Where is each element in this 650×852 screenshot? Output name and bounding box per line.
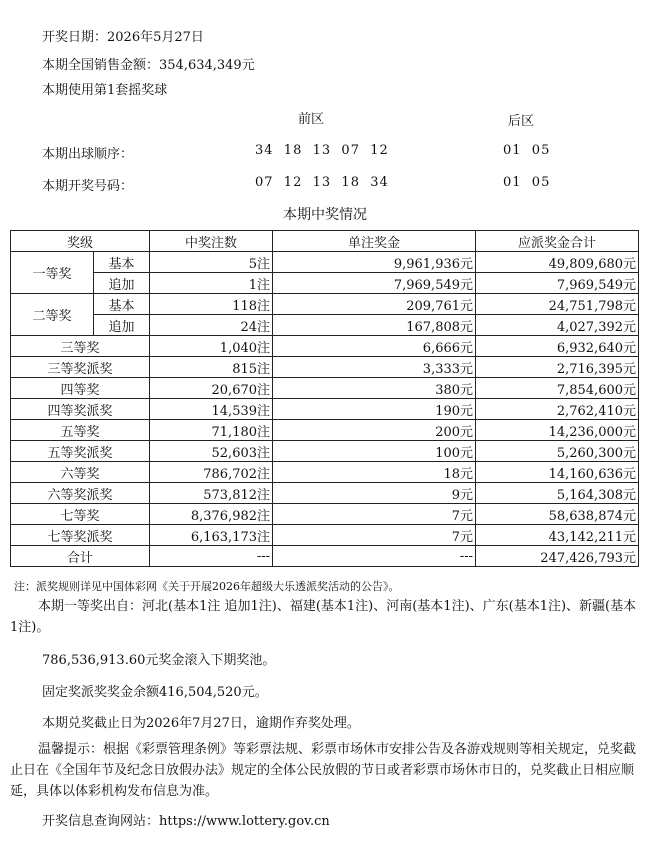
draw-order-label: 本期出球顺序： (42, 147, 134, 162)
second-add-count: 24注 (150, 315, 273, 336)
table-row (11, 252, 639, 273)
draw-order-front: 34 18 13 07 12 (255, 143, 389, 158)
prize-total: 43,142,211元 (476, 525, 639, 546)
first-prize-regions: 本期一等奖出自：河北(基本1注 追加1注)、福建(基本1注)、河南(基本1注)、广东(基本1注)、新疆(基本1注)。 (10, 599, 637, 635)
prize-count: 1,040注 (150, 336, 273, 357)
col-header-count: 中奖注数 (150, 231, 273, 252)
prize-amount: 190元 (273, 399, 476, 420)
sum-row (11, 546, 639, 567)
table-row (11, 273, 639, 294)
prize-amount: 100元 (273, 441, 476, 462)
prize-total: 14,160,636元 (476, 462, 639, 483)
table-title: 本期中奖情况 (283, 207, 367, 223)
prize-amount: 9元 (273, 483, 476, 504)
prize-total: 58,638,874元 (476, 504, 639, 525)
prize-total: 7,854,600元 (476, 378, 639, 399)
prize-amount: 7元 (273, 525, 476, 546)
table-row (11, 399, 639, 420)
table-header-row (11, 231, 639, 252)
rollover-amount: 786,536,913.60元奖金滚入下期奖池。 (42, 653, 276, 668)
sales-amount: 本期全国销售金额：354,634,349元 (42, 58, 255, 73)
back-zone-label: 后区 (508, 114, 535, 129)
claim-deadline: 本期兑奖截止日为2026年7月27日，逾期作弃奖处理。 (42, 716, 360, 731)
prize-amount: 3,333元 (273, 357, 476, 378)
winning-numbers-back: 01 05 (503, 175, 551, 190)
prize-name: 四等奖 (11, 378, 150, 399)
first-prize-name: 一等奖 (11, 252, 94, 294)
table-row (11, 336, 639, 357)
sum-prize: --- (273, 546, 476, 567)
table-row (11, 378, 639, 399)
second-add-label: 追加 (94, 315, 150, 336)
prize-name: 五等奖派奖 (11, 441, 150, 462)
table-row (11, 525, 639, 546)
table-row (11, 504, 639, 525)
prize-table (10, 230, 639, 567)
reminder-text: 温馨提示：根据《彩票管理条例》等彩票法规、彩票市场休市安排公告及各游戏规则等相关规定，兑奖截止日在《全国年节及纪念日放假办法》规定的全体公民放假的节日或者彩票市场休市日的，兑奖截止日相应顺延，具体以体彩机构发布信息为准。 (10, 742, 637, 799)
first-add-count: 1注 (150, 273, 273, 294)
fixed-prize-pool: 固定奖派奖奖金余额416,504,520元。 (42, 685, 268, 700)
prize-count: 786,702注 (150, 462, 273, 483)
second-basic-count: 118注 (150, 294, 273, 315)
website-info: 开奖信息查询网站：https://www.lottery.gov.cn (42, 814, 330, 829)
prize-name: 六等奖派奖 (11, 483, 150, 504)
ball-set: 本期使用第1套摇奖球 (42, 83, 168, 98)
first-basic-total: 49,809,680元 (476, 252, 639, 273)
prize-name: 七等奖派奖 (11, 525, 150, 546)
prize-name: 四等奖派奖 (11, 399, 150, 420)
second-basic-prize: 209,761元 (273, 294, 476, 315)
table-row (11, 294, 639, 315)
col-header-total: 应派奖金合计 (476, 231, 639, 252)
prize-amount: 6,666元 (273, 336, 476, 357)
col-header-prize: 单注奖金 (273, 231, 476, 252)
prize-count: 573,812注 (150, 483, 273, 504)
table-row (11, 441, 639, 462)
winning-numbers-front: 07 12 13 18 34 (255, 175, 389, 190)
second-prize-name: 二等奖 (11, 294, 94, 336)
prize-name: 五等奖 (11, 420, 150, 441)
prize-name: 六等奖 (11, 462, 150, 483)
first-basic-count: 5注 (150, 252, 273, 273)
table-note: 注：派奖规则详见中国体彩网《关于开展2026年超级大乐透派奖活动的公告》。 (14, 580, 400, 593)
sum-label: 合计 (11, 546, 150, 567)
sum-total: 247,426,793元 (476, 546, 639, 567)
prize-amount: 18元 (273, 462, 476, 483)
prize-count: 14,539注 (150, 399, 273, 420)
prize-amount: 380元 (273, 378, 476, 399)
second-add-total: 4,027,392元 (476, 315, 639, 336)
prize-amount: 7元 (273, 504, 476, 525)
first-basic-prize: 9,961,936元 (273, 252, 476, 273)
prize-total: 5,260,300元 (476, 441, 639, 462)
prize-total: 6,932,640元 (476, 336, 639, 357)
prize-name: 三等奖 (11, 336, 150, 357)
table-row (11, 357, 639, 378)
draw-order-back: 01 05 (503, 143, 551, 158)
table-row (11, 462, 639, 483)
second-add-prize: 167,808元 (273, 315, 476, 336)
first-add-label: 追加 (94, 273, 150, 294)
prize-amount: 200元 (273, 420, 476, 441)
prize-count: 815注 (150, 357, 273, 378)
prize-total: 2,716,395元 (476, 357, 639, 378)
prize-total: 2,762,410元 (476, 399, 639, 420)
prize-count: 71,180注 (150, 420, 273, 441)
col-header-level: 奖级 (11, 231, 150, 252)
prize-total: 14,236,000元 (476, 420, 639, 441)
prize-count: 20,670注 (150, 378, 273, 399)
prize-total: 5,164,308元 (476, 483, 639, 504)
prize-count: 6,163,173注 (150, 525, 273, 546)
first-add-prize: 7,969,549元 (273, 273, 476, 294)
winning-numbers-label: 本期开奖号码： (42, 179, 134, 194)
first-add-total: 7,969,549元 (476, 273, 639, 294)
draw-date: 开奖日期：2026年5月27日 (42, 30, 204, 45)
second-basic-total: 24,751,798元 (476, 294, 639, 315)
sum-count: --- (150, 546, 273, 567)
table-row (11, 420, 639, 441)
prize-name: 七等奖 (11, 504, 150, 525)
prize-count: 52,603注 (150, 441, 273, 462)
prize-name: 三等奖派奖 (11, 357, 150, 378)
first-basic-label: 基本 (94, 252, 150, 273)
second-basic-label: 基本 (94, 294, 150, 315)
table-row (11, 483, 639, 504)
prize-count: 8,376,982注 (150, 504, 273, 525)
table-row (11, 315, 639, 336)
front-zone-label: 前区 (298, 112, 325, 127)
